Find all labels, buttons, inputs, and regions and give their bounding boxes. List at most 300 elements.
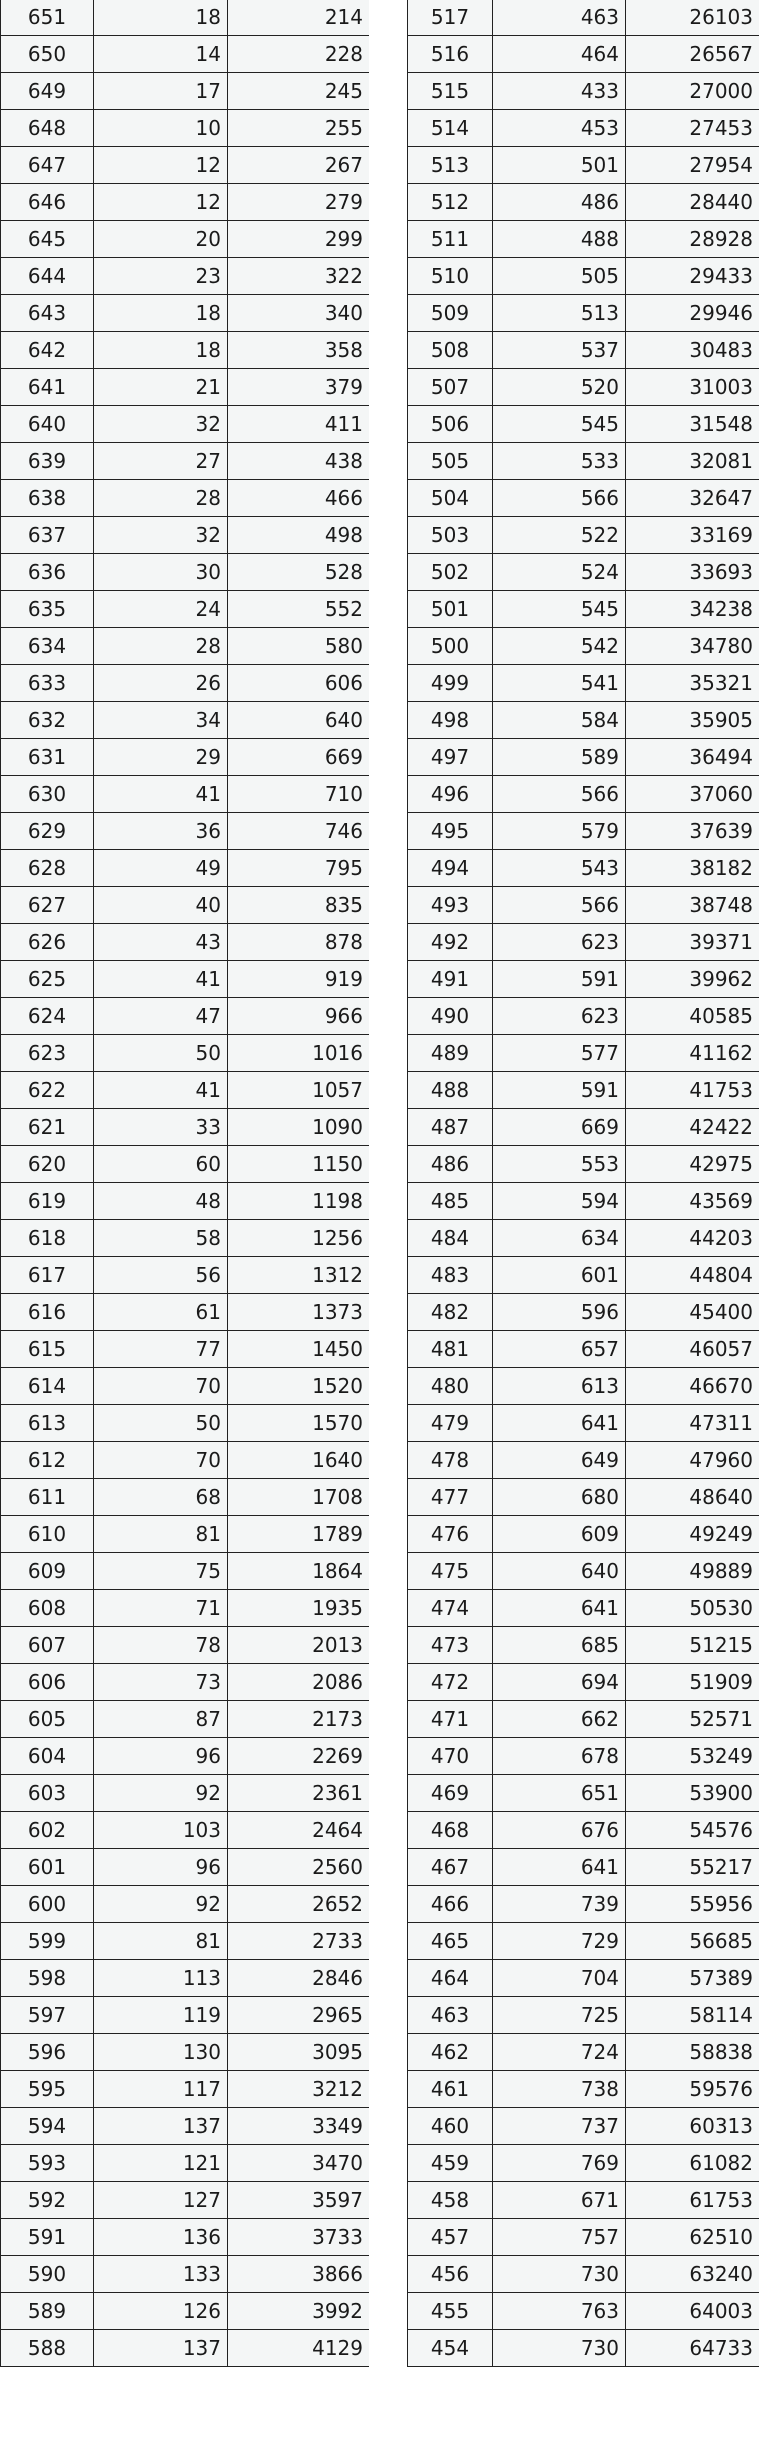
cumulative-cell: 53900 <box>626 1775 759 1812</box>
score-cell: 463 <box>408 1997 493 2034</box>
cumulative-cell: 4129 <box>228 2330 370 2367</box>
score-cell: 493 <box>408 887 493 924</box>
cumulative-cell: 36494 <box>626 739 759 776</box>
table-row <box>1 1960 370 1997</box>
score-cell: 622 <box>1 1072 94 1109</box>
count-cell: 50 <box>94 1035 228 1072</box>
score-cell: 638 <box>1 480 94 517</box>
count-cell: 32 <box>94 517 228 554</box>
score-cell: 458 <box>408 2182 493 2219</box>
table-row <box>1 1442 370 1479</box>
count-cell: 127 <box>94 2182 228 2219</box>
score-cell: 491 <box>408 961 493 998</box>
count-cell: 694 <box>493 1664 626 1701</box>
table-row <box>408 221 759 258</box>
count-cell: 634 <box>493 1220 626 1257</box>
table-row <box>1 665 370 702</box>
score-cell: 649 <box>1 73 94 110</box>
cumulative-cell: 255 <box>228 110 370 147</box>
score-cell: 455 <box>408 2293 493 2330</box>
table-row <box>1 147 370 184</box>
score-cell: 625 <box>1 961 94 998</box>
score-cell: 459 <box>408 2145 493 2182</box>
count-cell: 566 <box>493 887 626 924</box>
count-cell: 640 <box>493 1553 626 1590</box>
table-row <box>1 221 370 258</box>
table-row <box>1 332 370 369</box>
cumulative-cell: 31548 <box>626 406 759 443</box>
cumulative-cell: 61753 <box>626 2182 759 2219</box>
score-cell: 502 <box>408 554 493 591</box>
score-cell: 595 <box>1 2071 94 2108</box>
cumulative-cell: 3866 <box>228 2256 370 2293</box>
cumulative-cell: 31003 <box>626 369 759 406</box>
table-row <box>408 2219 759 2256</box>
cumulative-cell: 1708 <box>228 1479 370 1516</box>
table-row <box>408 2330 759 2367</box>
score-cell: 470 <box>408 1738 493 1775</box>
cumulative-cell: 2464 <box>228 1812 370 1849</box>
score-cell: 480 <box>408 1368 493 1405</box>
count-cell: 591 <box>493 1072 626 1109</box>
table-row <box>1 1405 370 1442</box>
table-row <box>1 2330 370 2367</box>
cumulative-cell: 1373 <box>228 1294 370 1331</box>
count-cell: 119 <box>94 1997 228 2034</box>
table-row <box>408 2034 759 2071</box>
cumulative-cell: 26103 <box>626 0 759 36</box>
cumulative-cell: 46670 <box>626 1368 759 1405</box>
score-cell: 614 <box>1 1368 94 1405</box>
cumulative-cell: 640 <box>228 702 370 739</box>
table-row <box>408 702 759 739</box>
score-cell: 621 <box>1 1109 94 1146</box>
count-cell: 737 <box>493 2108 626 2145</box>
count-cell: 133 <box>94 2256 228 2293</box>
table-row <box>1 554 370 591</box>
table-row <box>408 924 759 961</box>
cumulative-cell: 46057 <box>626 1331 759 1368</box>
score-cell: 651 <box>1 0 94 36</box>
count-cell: 641 <box>493 1849 626 1886</box>
table-row <box>1 1775 370 1812</box>
score-cell: 592 <box>1 2182 94 2219</box>
score-cell: 626 <box>1 924 94 961</box>
score-cell: 483 <box>408 1257 493 1294</box>
count-cell: 136 <box>94 2219 228 2256</box>
cumulative-cell: 57389 <box>626 1960 759 1997</box>
table-row <box>1 702 370 739</box>
table-row <box>1 1738 370 1775</box>
count-cell: 579 <box>493 813 626 850</box>
cumulative-cell: 2846 <box>228 1960 370 1997</box>
table-row <box>1 2219 370 2256</box>
count-cell: 32 <box>94 406 228 443</box>
score-cell: 602 <box>1 1812 94 1849</box>
cumulative-cell: 1016 <box>228 1035 370 1072</box>
cumulative-cell: 498 <box>228 517 370 554</box>
cumulative-cell: 38182 <box>626 850 759 887</box>
table-row <box>408 1072 759 1109</box>
score-cell: 506 <box>408 406 493 443</box>
table-row <box>1 887 370 924</box>
table-row <box>1 998 370 1035</box>
table-row <box>1 1664 370 1701</box>
table-row <box>408 258 759 295</box>
score-cell: 479 <box>408 1405 493 1442</box>
count-cell: 75 <box>94 1553 228 1590</box>
count-cell: 763 <box>493 2293 626 2330</box>
count-cell: 81 <box>94 1516 228 1553</box>
score-cell: 505 <box>408 443 493 480</box>
table-row <box>408 1627 759 1664</box>
score-cell: 471 <box>408 1701 493 1738</box>
table-row <box>408 1775 759 1812</box>
table-row <box>408 1035 759 1072</box>
count-cell: 103 <box>94 1812 228 1849</box>
count-cell: 676 <box>493 1812 626 1849</box>
cumulative-cell: 528 <box>228 554 370 591</box>
table-row <box>1 961 370 998</box>
cumulative-cell: 2173 <box>228 1701 370 1738</box>
count-cell: 623 <box>493 924 626 961</box>
score-cell: 629 <box>1 813 94 850</box>
score-cell: 509 <box>408 295 493 332</box>
count-cell: 433 <box>493 73 626 110</box>
cumulative-cell: 2560 <box>228 1849 370 1886</box>
count-cell: 584 <box>493 702 626 739</box>
table-row <box>408 776 759 813</box>
count-cell: 641 <box>493 1405 626 1442</box>
count-cell: 453 <box>493 110 626 147</box>
score-cell: 619 <box>1 1183 94 1220</box>
count-cell: 49 <box>94 850 228 887</box>
count-cell: 680 <box>493 1479 626 1516</box>
count-cell: 10 <box>94 110 228 147</box>
score-cell: 589 <box>1 2293 94 2330</box>
table-row <box>408 1368 759 1405</box>
score-cell: 650 <box>1 36 94 73</box>
table-row <box>408 480 759 517</box>
table-row <box>1 1479 370 1516</box>
cumulative-cell: 1150 <box>228 1146 370 1183</box>
count-cell: 29 <box>94 739 228 776</box>
count-cell: 68 <box>94 1479 228 1516</box>
table-row <box>1 850 370 887</box>
count-cell: 30 <box>94 554 228 591</box>
score-cell: 630 <box>1 776 94 813</box>
cumulative-cell: 2269 <box>228 1738 370 1775</box>
cumulative-cell: 2652 <box>228 1886 370 1923</box>
score-cell: 461 <box>408 2071 493 2108</box>
cumulative-cell: 3597 <box>228 2182 370 2219</box>
score-cell: 476 <box>408 1516 493 1553</box>
table-row <box>1 184 370 221</box>
count-cell: 61 <box>94 1294 228 1331</box>
score-cell: 603 <box>1 1775 94 1812</box>
score-cell: 596 <box>1 2034 94 2071</box>
score-cell: 613 <box>1 1405 94 1442</box>
table-row <box>408 147 759 184</box>
score-cell: 591 <box>1 2219 94 2256</box>
score-cell: 495 <box>408 813 493 850</box>
table-row <box>408 554 759 591</box>
count-cell: 601 <box>493 1257 626 1294</box>
score-cell: 465 <box>408 1923 493 1960</box>
score-cell: 645 <box>1 221 94 258</box>
score-table-right <box>407 0 759 2367</box>
score-cell: 484 <box>408 1220 493 1257</box>
cumulative-cell: 27000 <box>626 73 759 110</box>
count-cell: 77 <box>94 1331 228 1368</box>
cumulative-cell: 41162 <box>626 1035 759 1072</box>
cumulative-cell: 45400 <box>626 1294 759 1331</box>
table-row <box>408 1701 759 1738</box>
count-cell: 729 <box>493 1923 626 1960</box>
cumulative-cell: 358 <box>228 332 370 369</box>
score-cell: 507 <box>408 369 493 406</box>
cumulative-cell: 56685 <box>626 1923 759 1960</box>
score-cell: 460 <box>408 2108 493 2145</box>
table-row <box>1 1183 370 1220</box>
table-row <box>1 2145 370 2182</box>
table-row <box>408 1109 759 1146</box>
table-row <box>1 369 370 406</box>
table-row <box>1 1923 370 1960</box>
cumulative-cell: 1640 <box>228 1442 370 1479</box>
score-cell: 600 <box>1 1886 94 1923</box>
table-row <box>408 517 759 554</box>
score-cell: 588 <box>1 2330 94 2367</box>
table-row <box>408 591 759 628</box>
cumulative-cell: 61082 <box>626 2145 759 2182</box>
score-table-right-body <box>408 0 759 2367</box>
score-cell: 515 <box>408 73 493 110</box>
table-row <box>408 1590 759 1627</box>
score-cell: 513 <box>408 147 493 184</box>
score-cell: 623 <box>1 1035 94 1072</box>
cumulative-cell: 340 <box>228 295 370 332</box>
count-cell: 92 <box>94 1886 228 1923</box>
cumulative-cell: 50530 <box>626 1590 759 1627</box>
table-row <box>1 924 370 961</box>
count-cell: 533 <box>493 443 626 480</box>
cumulative-cell: 1057 <box>228 1072 370 1109</box>
count-cell: 589 <box>493 739 626 776</box>
table-row <box>1 776 370 813</box>
count-cell: 48 <box>94 1183 228 1220</box>
score-cell: 517 <box>408 0 493 36</box>
count-cell: 566 <box>493 480 626 517</box>
table-row <box>408 1257 759 1294</box>
cumulative-cell: 63240 <box>626 2256 759 2293</box>
count-cell: 738 <box>493 2071 626 2108</box>
count-cell: 609 <box>493 1516 626 1553</box>
table-row <box>1 1590 370 1627</box>
table-row <box>408 332 759 369</box>
table-row <box>408 36 759 73</box>
cumulative-cell: 1198 <box>228 1183 370 1220</box>
table-row <box>1 110 370 147</box>
table-row <box>1 295 370 332</box>
score-cell: 501 <box>408 591 493 628</box>
cumulative-cell: 279 <box>228 184 370 221</box>
count-cell: 70 <box>94 1368 228 1405</box>
cumulative-cell: 58838 <box>626 2034 759 2071</box>
count-cell: 73 <box>94 1664 228 1701</box>
score-cell: 485 <box>408 1183 493 1220</box>
table-row <box>1 443 370 480</box>
count-cell: 662 <box>493 1701 626 1738</box>
count-cell: 725 <box>493 1997 626 2034</box>
table-row <box>1 1886 370 1923</box>
table-row <box>408 0 759 36</box>
table-row <box>1 1072 370 1109</box>
table-row <box>408 1923 759 1960</box>
table-row <box>408 1146 759 1183</box>
cumulative-cell: 30483 <box>626 332 759 369</box>
cumulative-cell: 669 <box>228 739 370 776</box>
count-cell: 78 <box>94 1627 228 1664</box>
cumulative-cell: 3470 <box>228 2145 370 2182</box>
table-row <box>408 1886 759 1923</box>
cumulative-cell: 2965 <box>228 1997 370 2034</box>
cumulative-cell: 62510 <box>626 2219 759 2256</box>
score-cell: 599 <box>1 1923 94 1960</box>
score-cell: 628 <box>1 850 94 887</box>
cumulative-cell: 1450 <box>228 1331 370 1368</box>
cumulative-cell: 214 <box>228 0 370 36</box>
score-cell: 644 <box>1 258 94 295</box>
cumulative-cell: 49889 <box>626 1553 759 1590</box>
count-cell: 41 <box>94 1072 228 1109</box>
cumulative-cell: 2733 <box>228 1923 370 1960</box>
score-cell: 466 <box>408 1886 493 1923</box>
table-row <box>1 73 370 110</box>
count-cell: 12 <box>94 147 228 184</box>
count-cell: 651 <box>493 1775 626 1812</box>
score-cell: 642 <box>1 332 94 369</box>
count-cell: 36 <box>94 813 228 850</box>
table-row <box>1 2182 370 2219</box>
cumulative-cell: 53249 <box>626 1738 759 1775</box>
score-cell: 499 <box>408 665 493 702</box>
table-row <box>408 1664 759 1701</box>
score-cell: 634 <box>1 628 94 665</box>
score-cell: 611 <box>1 1479 94 1516</box>
count-cell: 92 <box>94 1775 228 1812</box>
score-cell: 646 <box>1 184 94 221</box>
cumulative-cell: 41753 <box>626 1072 759 1109</box>
table-row <box>1 1849 370 1886</box>
table-row <box>1 0 370 36</box>
table-row <box>408 1183 759 1220</box>
score-cell: 488 <box>408 1072 493 1109</box>
count-cell: 596 <box>493 1294 626 1331</box>
table-row <box>1 1997 370 2034</box>
cumulative-cell: 795 <box>228 850 370 887</box>
cumulative-cell: 37060 <box>626 776 759 813</box>
column-gap <box>369 0 407 2445</box>
count-cell: 56 <box>94 1257 228 1294</box>
cumulative-cell: 710 <box>228 776 370 813</box>
cumulative-cell: 44804 <box>626 1257 759 1294</box>
count-cell: 20 <box>94 221 228 258</box>
table-row <box>408 2108 759 2145</box>
cumulative-cell: 3992 <box>228 2293 370 2330</box>
cumulative-cell: 3212 <box>228 2071 370 2108</box>
cumulative-cell: 1570 <box>228 1405 370 1442</box>
cumulative-cell: 48640 <box>626 1479 759 1516</box>
cumulative-cell: 1312 <box>228 1257 370 1294</box>
score-cell: 604 <box>1 1738 94 1775</box>
table-row <box>408 1479 759 1516</box>
score-cell: 475 <box>408 1553 493 1590</box>
count-cell: 739 <box>493 1886 626 1923</box>
cumulative-cell: 1935 <box>228 1590 370 1627</box>
cumulative-cell: 26567 <box>626 36 759 73</box>
cumulative-cell: 39962 <box>626 961 759 998</box>
count-cell: 18 <box>94 295 228 332</box>
count-cell: 137 <box>94 2330 228 2367</box>
cumulative-cell: 55956 <box>626 1886 759 1923</box>
count-cell: 537 <box>493 332 626 369</box>
count-cell: 649 <box>493 1442 626 1479</box>
count-cell: 96 <box>94 1738 228 1775</box>
table-row <box>1 2108 370 2145</box>
cumulative-cell: 1090 <box>228 1109 370 1146</box>
count-cell: 553 <box>493 1146 626 1183</box>
table-row <box>1 813 370 850</box>
count-cell: 669 <box>493 1109 626 1146</box>
score-cell: 498 <box>408 702 493 739</box>
score-cell: 510 <box>408 258 493 295</box>
score-cell: 511 <box>408 221 493 258</box>
table-row <box>408 2293 759 2330</box>
score-cell: 627 <box>1 887 94 924</box>
score-cell: 482 <box>408 1294 493 1331</box>
count-cell: 18 <box>94 332 228 369</box>
score-cell: 643 <box>1 295 94 332</box>
table-row <box>1 628 370 665</box>
cumulative-cell: 919 <box>228 961 370 998</box>
score-cell: 497 <box>408 739 493 776</box>
table-row <box>1 1331 370 1368</box>
count-cell: 685 <box>493 1627 626 1664</box>
score-cell: 489 <box>408 1035 493 1072</box>
table-row <box>1 517 370 554</box>
count-cell: 671 <box>493 2182 626 2219</box>
count-cell: 81 <box>94 1923 228 1960</box>
count-cell: 24 <box>94 591 228 628</box>
score-cell: 481 <box>408 1331 493 1368</box>
table-row <box>408 406 759 443</box>
count-cell: 41 <box>94 776 228 813</box>
cumulative-cell: 28440 <box>626 184 759 221</box>
cumulative-cell: 379 <box>228 369 370 406</box>
cumulative-cell: 27453 <box>626 110 759 147</box>
cumulative-cell: 2086 <box>228 1664 370 1701</box>
cumulative-cell: 1256 <box>228 1220 370 1257</box>
table-row <box>1 739 370 776</box>
score-cell: 633 <box>1 665 94 702</box>
cumulative-cell: 29433 <box>626 258 759 295</box>
table-row <box>408 1553 759 1590</box>
table-row <box>408 1738 759 1775</box>
count-cell: 26 <box>94 665 228 702</box>
score-cell: 610 <box>1 1516 94 1553</box>
count-cell: 113 <box>94 1960 228 1997</box>
